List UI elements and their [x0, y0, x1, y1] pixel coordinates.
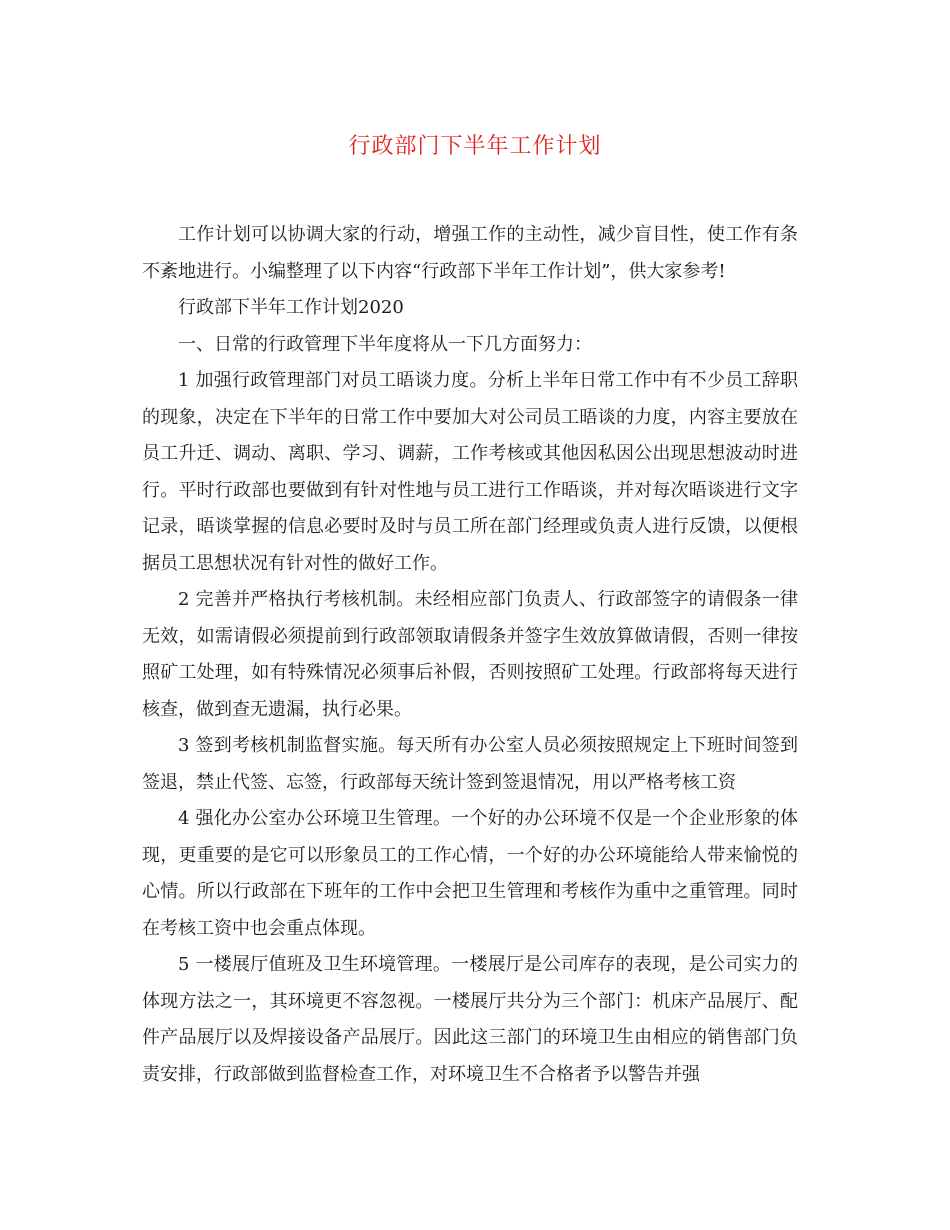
- paragraph-item-5: 5 一楼展厅值班及卫生环境管理。一楼展厅是公司库存的表现，是公司实力的体现方法之一，其环境更不容忽视。一楼展厅共分为三个部门：机床产品展厅、配件产品展厅以及焊接设备产品展厅。因此这三部门的环境卫生由相应的销售部门负责安排，行政部做到监督检查工作，对环境卫生不合格者予以警告并强: [142, 954, 798, 1085]
- paragraph-item-3: 3 签到考核机制监督实施。每天所有办公室人员必须按照规定上下班时间签到签退，禁止代签、忘签，行政部每天统计签到签退情况，用以严格考核工资: [142, 735, 798, 793]
- paragraph-item-2: 2 完善并严格执行考核机制。未经相应部门负责人、行政部签字的请假条一律无效，如需请假必须提前到行政部领取请假条并签字生效放算做请假，否则一律按照矿工处理，如有特殊情况必须事后补假，否则按照矿工处理。行政部将每天进行核查，做到查无遗漏，执行必果。: [142, 589, 798, 720]
- paragraph-intro: 工作计划可以协调大家的行动，增强工作的主动性，减少盲目性，使工作有条不紊地进行。小编整理了以下内容“行政部下半年工作计划”，供大家参考!: [142, 224, 798, 282]
- document-body: [142, 217, 798, 1093]
- paragraph-item-4: 4 强化办公室办公环境卫生管理。一个好的办公环境不仅是一个企业形象的体现，更重要的是它可以形象员工的工作心情，一个好的办公环境能给人带来愉悦的心情。所以行政部在下班年的工作中会把卫生管理和考核作为重中之重管理。同时在考核工资中也会重点体现。: [142, 808, 798, 939]
- paragraph-item-1: 1 加强行政管理部门对员工晤谈力度。分析上半年日常工作中有不少员工辞职的现象，决定在下半年的日常工作中要加大对公司员工晤谈的力度，内容主要放在员工升迁、调动、离职、学习、调薪，工作考核或其他因私因公出现思想波动时进行。平时行政部也要做到有针对性地与员工进行工作晤谈，并对每次晤谈进行文字记录，晤谈掌握的信息必要时及时与员工所在部门经理或负责人进行反馈，以便根据员工思想状况有针对性的做好工作。: [142, 370, 798, 574]
- paragraph-section-heading: 一、日常的行政管理下半年度将从一下几方面努力：: [178, 333, 592, 355]
- document-title: 行政部门下半年工作计划: [348, 134, 602, 159]
- paragraph-plan-heading: 行政部下半年工作计划2020: [178, 297, 404, 318]
